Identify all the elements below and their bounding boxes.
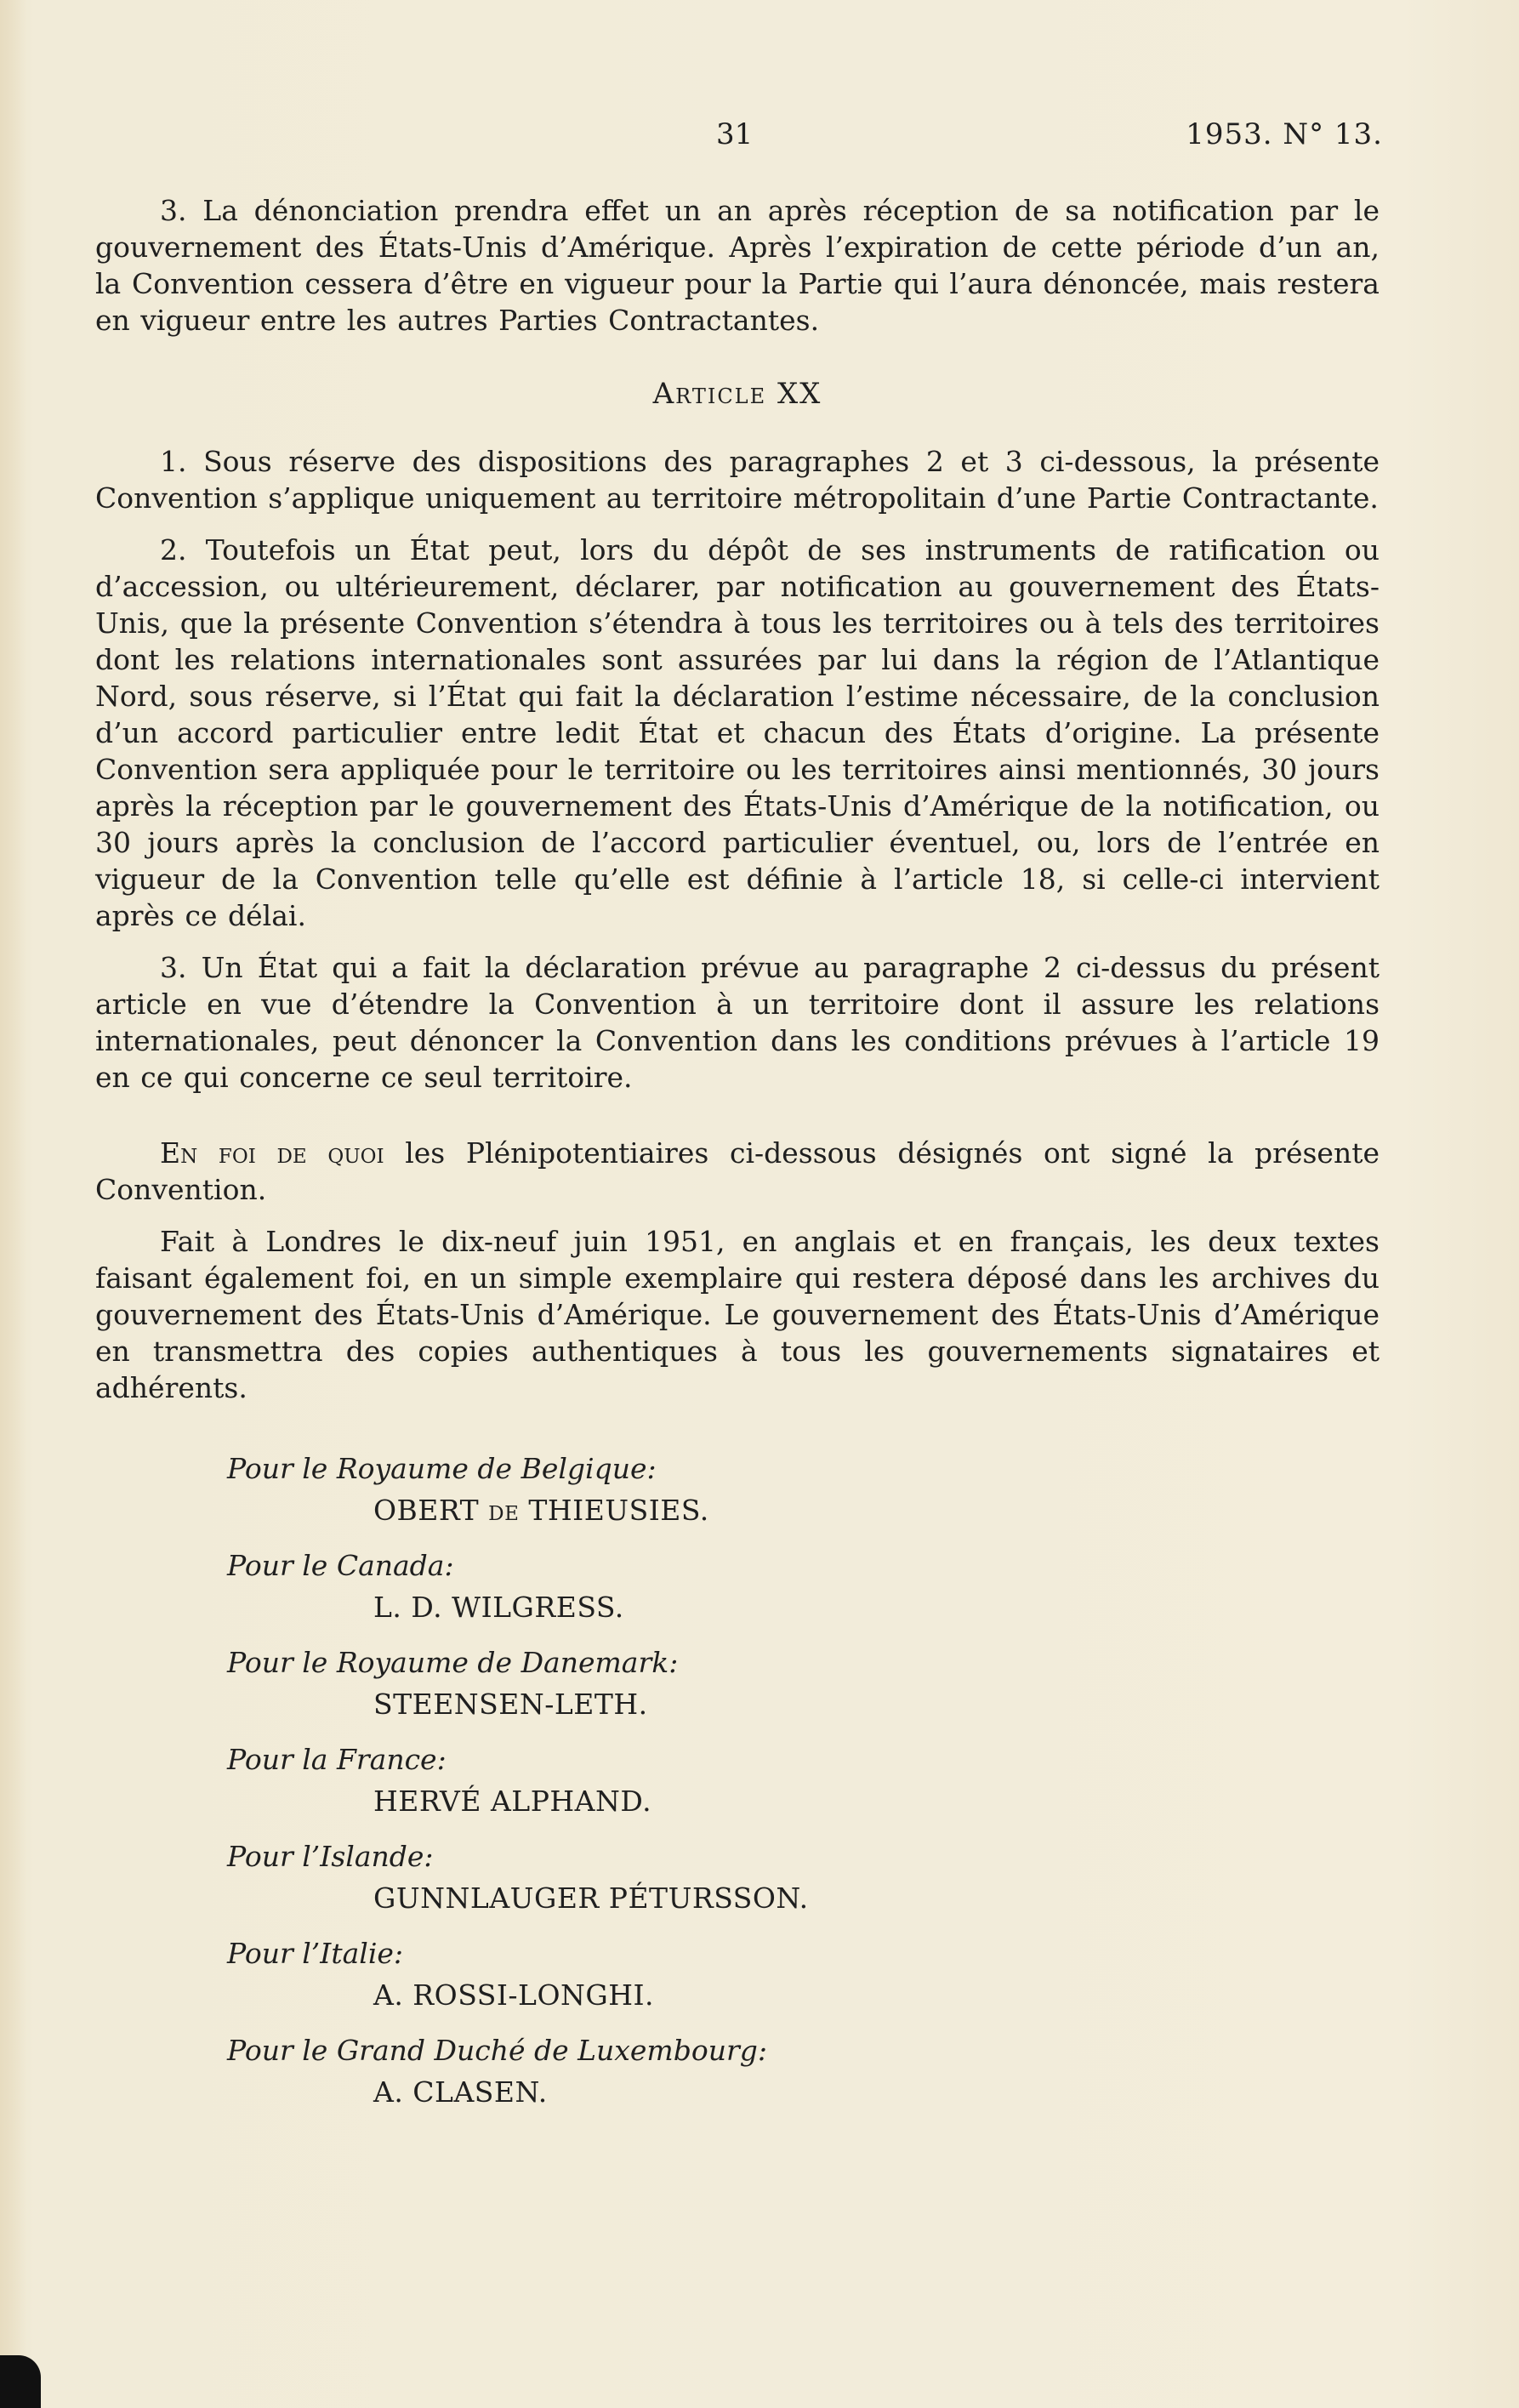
signatory-name: STEENSEN-LETH. bbox=[373, 1688, 648, 1721]
article-paragraph-1: 1. Sous réserve des dispositions des paragraphes 2 et 3 ci-dessous, la présente Convention s’applique uniquement au territoire métropolitain d’une Partie Contractante. bbox=[95, 445, 1380, 515]
signature-entry bbox=[227, 1739, 1380, 1823]
page-binding-shadow bbox=[0, 0, 26, 2408]
signature-entry bbox=[227, 1836, 1380, 1920]
page-number: 31 bbox=[716, 117, 754, 151]
signature-block bbox=[227, 1449, 1380, 2114]
signatory-name: HERVÉ ALPHAND. bbox=[373, 1785, 652, 1818]
signatory-name-part: OBERT bbox=[373, 1494, 489, 1527]
signatory-name-part: THIEUSIES. bbox=[519, 1494, 709, 1527]
signature-entry bbox=[227, 1642, 1380, 1726]
signatory-country: Pour le Grand Duché de Luxembourg: bbox=[227, 2034, 767, 2067]
signature-entry bbox=[227, 1933, 1380, 2017]
signatory-name: A. ROSSI-LONGHI. bbox=[373, 1978, 655, 2012]
signatory-name: GUNNLAUGER PÉTURSSON. bbox=[373, 1881, 809, 1915]
article-heading: Article XX bbox=[652, 377, 822, 411]
signature-entry bbox=[227, 1546, 1380, 1629]
fait-a-londres-paragraph: Fait à Londres le dix-neuf juin 1951, en anglais et en français, les deux textes faisant également foi, en un simple exemplaire qui restera déposé dans les archives du gouvernement des États-Unis d’Amérique. Le gouvernement des États-Unis d’Amérique en transmettra des copies authentiques à tous les gouvernements signataires et adhérents. bbox=[95, 1225, 1380, 1404]
signatory-name: A. CLASEN. bbox=[373, 2075, 548, 2109]
signatory-name-particle: de bbox=[488, 1494, 520, 1527]
page-header bbox=[0, 117, 1519, 168]
signatory-name: L. D. WILGRESS. bbox=[373, 1591, 624, 1624]
signatory-country: Pour la France: bbox=[227, 1743, 447, 1776]
en-foi-paragraph bbox=[95, 1135, 1380, 1208]
paragraph-denonciation-3: 3. La dénonciation prendra effet un an après réception de sa notification par le gouvernement des États-Unis d’Amérique. Après l’expiration de cette période d’un an, la Convention cessera d’être en vigueur pour la Partie qui l’aura dénoncée, mais restera en vigueur entre les autres Parties Contractantes. bbox=[95, 194, 1380, 337]
en-foi-rest: les Plénipotentiaires ci-dessous désignés ont signé la présente Convention. bbox=[95, 1136, 1380, 1206]
article-paragraph-2: 2. Toutefois un État peut, lors du dépôt de ses instruments de ratification ou d’accession, ou ultérieurement, déclarer, par notification au gouvernement des États-Unis, que la présente Convention s’étendra à tous les territoires ou à tels des territoires dont les relations internationales sont assurées par lui dans la région de l’Atlantique Nord, sous réserve, si l’État qui fait la déclaration l’estime nécessaire, de la conclusion d’un accord particulier entre ledit État et chacun des États d’origine. La présente Convention sera appliquée pour le territoire ou les territoires ainsi mentionnés, 30 jours après la réception par le gouvernement des États-Unis d’Amérique de la notification, ou 30 jours après la conclusion de l’accord particulier éventuel, ou, lors de l’entrée en vigueur de la Convention telle qu’elle est définie à l’article 18, si celle-ci intervient après ce délai. bbox=[95, 533, 1380, 932]
scan-corner-shadow bbox=[0, 2355, 41, 2408]
signature-entry bbox=[227, 2030, 1380, 2114]
signatory-country: Pour l’Italie: bbox=[227, 1937, 404, 1970]
signatory-country: Pour le Royaume de Danemark: bbox=[227, 1646, 679, 1679]
issue-reference: 1953. N° 13. bbox=[1186, 117, 1383, 151]
signatory-country: Pour le Canada: bbox=[227, 1549, 454, 1582]
en-foi-lead: En foi de quoi bbox=[160, 1136, 384, 1170]
signatory-country: Pour l’Islande: bbox=[227, 1840, 434, 1873]
signatory-name bbox=[373, 1489, 1380, 1532]
signatory-country: Pour le Royaume de Belgique: bbox=[227, 1452, 657, 1485]
page-body bbox=[95, 192, 1380, 2127]
signature-entry bbox=[227, 1449, 1380, 1532]
article-paragraph-3: 3. Un État qui a fait la déclaration prévue au paragraphe 2 ci-dessus du présent article en vue d’étendre la Convention à un territoire dont il assure les relations internationales, peut dénoncer la Convention dans les conditions prévues à l’article 19 en ce qui concerne ce seul territoire. bbox=[95, 951, 1380, 1094]
